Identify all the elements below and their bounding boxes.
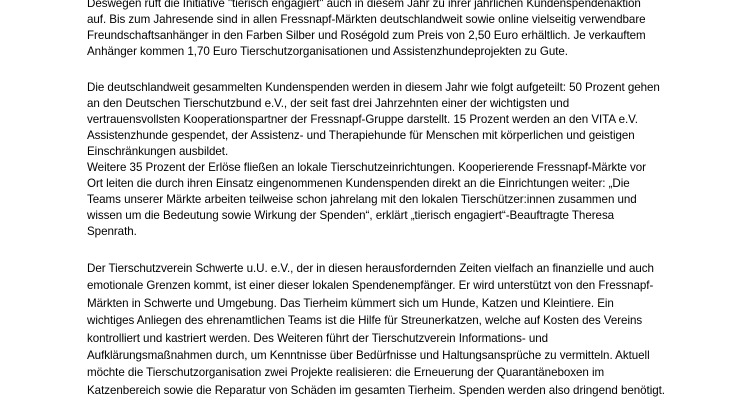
text-line: wissen um die Bedeutung sowie Wirkung der Spenden“, erklärt „tierisch engagiert“-Beauftragte Theresa	[87, 209, 615, 222]
text-line: Deswegen ruft die Initiative "tierisch engagiert" auch in diesem Jahr zu ihrer jährlichen Kundenspendenaktion	[87, 0, 641, 10]
text-line: Teams unserer Märkte arbeiten teilweise schon jahrelang mit den lokalen Tierschützer:innen zusammen und	[87, 193, 637, 206]
text-line: Märkten in Schwerte und Umgebung. Das Tierheim kümmert sich um Hunde, Katzen und Kleintiere. Ein	[87, 296, 614, 310]
text-line: emotionale Grenzen kommt, ist einer dieser lokalen Spendenempfänger. Er wird unterstützt von den Fressnapf-	[87, 279, 654, 293]
text-line: an den Deutschen Tierschutzbund e.V., der seit fast drei Jahrzehnten einer der wichtigsten und	[87, 97, 570, 110]
text-line: Einschränkungen ausbildet.	[87, 145, 229, 158]
paragraph-campaign-intro	[87, 0, 727, 60]
text-line: Assistenzhunde gespendet, der Assistenz- und Therapiehunde für Menschen mit körperlichen und geistigen	[87, 129, 635, 142]
paragraph-donation-split	[87, 80, 727, 240]
text-line: Freundschaftsanhänger in den Farben Silber und Roségold zum Preis von 2,50 Euro erhältlich. Je verkauftem	[87, 29, 646, 42]
text-line: möchte die Tierschutzorganisation zwei Projekte realisieren: die Erneuerung der Quarantäneboxen im	[87, 366, 605, 380]
text-line: Aufklärungsmaßnahmen durch, um Kenntnisse über Bedürfnisse und Haltungsansprüche zu vermitteln. Aktuell	[87, 349, 650, 363]
text-line: Katzenbereich sowie die Reparatur von Schäden im gesamten Tierheim. Spenden werden also dringend benötigt.	[87, 383, 665, 397]
text-line: Ort leiten die durch ihren Einsatz eingenommenen Kundenspenden direkt an die Einrichtungen weiter: „Die	[87, 177, 630, 190]
text-line: vertrauensvollsten Kooperationspartner der Fressnapf-Gruppe darstellt. 15 Prozent werden an den VITA e.V.	[87, 113, 638, 126]
paragraph-local-shelter	[87, 260, 727, 399]
text-line: Der Tierschutzverein Schwerte u.U. e.V., der in diesen herausfordernden Zeiten vielfach an finanzielle und auch	[87, 262, 654, 275]
text-line: Weitere 35 Prozent der Erlöse fließen an lokale Tierschutzeinrichtungen. Kooperierende Fressnapf-Märkte vor	[87, 161, 646, 174]
text-line: Anhänger kommen 1,70 Euro Tierschutzorganisationen und Assistenzhundeprojekten zu Gute.	[87, 45, 568, 58]
text-line: Die deutschlandweit gesammelten Kundenspenden werden in diesem Jahr wie folgt aufgeteilt: 50 Prozent gehen	[87, 81, 660, 94]
text-line: Spenrath.	[87, 225, 137, 238]
text-line: wichtiges Anliegen des ehrenamtlichen Teams ist die Hilfe für Streunerkatzen, welche auf Kosten des Vereins	[87, 314, 643, 328]
text-line: auf. Bis zum Jahresende sind in allen Fressnapf-Märkten deutschlandweit sowie online vielseitig verwendbare	[87, 13, 646, 26]
text-line: kontrolliert und kastriert werden. Des Weiteren führt der Tierschutzverein Informations- und	[87, 331, 549, 345]
